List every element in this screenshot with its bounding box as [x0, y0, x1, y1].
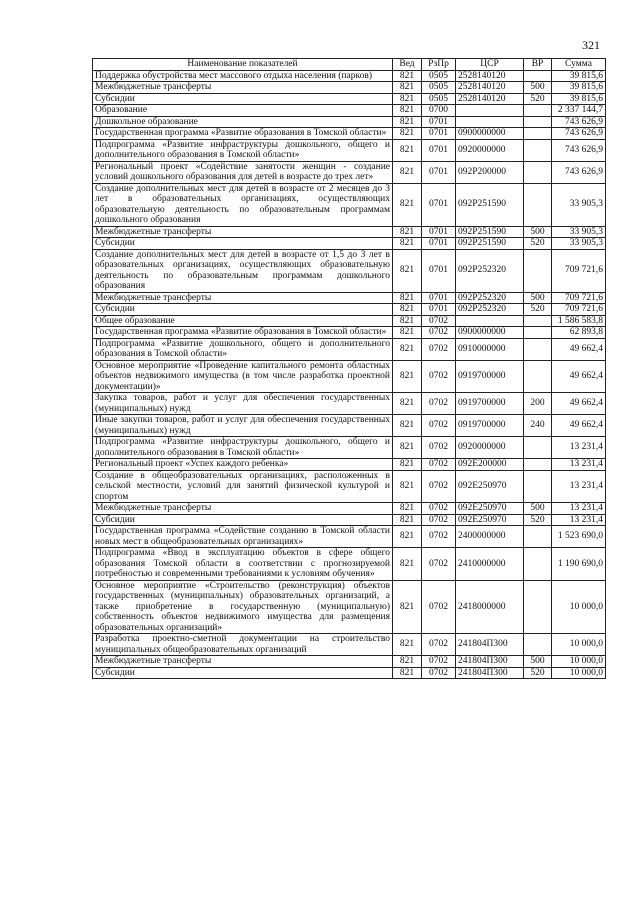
cell-sum: 1 586 583,8: [552, 315, 606, 327]
cell-rzpr: 0702: [422, 327, 456, 339]
cell-name: Субсидии: [93, 304, 393, 316]
cell-name: Закупка товаров, работ и услуг для обеспечения государственных (муниципальных) нужд: [93, 393, 393, 415]
cell-csr: [456, 315, 524, 327]
header-sum: Сумма: [552, 59, 606, 71]
cell-csr: 2528140120: [456, 93, 524, 105]
cell-rzpr: 0702: [422, 634, 456, 656]
cell-sum: 709 721,6: [552, 304, 606, 316]
cell-ved: 821: [393, 634, 422, 656]
cell-ved: 821: [393, 249, 422, 292]
cell-ved: 821: [393, 667, 422, 679]
cell-ved: 821: [393, 437, 422, 459]
table-row: [93, 470, 606, 503]
cell-name: Подпрограмма «Развитие инфраструктуры дошкольного, общего и дополнительного образования в Томской области»: [93, 437, 393, 459]
cell-rzpr: 0702: [422, 548, 456, 581]
cell-sum: 13 231,4: [552, 470, 606, 503]
cell-csr: 0919700000: [456, 415, 524, 437]
cell-vr: 520: [524, 667, 552, 679]
table-row: [93, 315, 606, 327]
header-vr: ВР: [524, 59, 552, 71]
cell-ved: 821: [393, 292, 422, 304]
cell-csr: 0919700000: [456, 360, 524, 393]
cell-ved: 821: [393, 338, 422, 360]
table-header-row: [93, 59, 606, 71]
table-row: [93, 338, 606, 360]
cell-csr: 092P252320: [456, 249, 524, 292]
cell-name: Основное мероприятие «Проведение капитального ремонта областных объектов недвижимого имущества (в том числе разработка проектной документации)»: [93, 360, 393, 393]
cell-sum: 10 000,0: [552, 634, 606, 656]
table-row: [93, 226, 606, 238]
cell-name: Субсидии: [93, 93, 393, 105]
page-number: 321: [582, 38, 600, 52]
cell-name: Государственная программа «Содействие созданию в Томской области новых мест в общеобразовательных организациях»: [93, 526, 393, 548]
cell-rzpr: 0702: [422, 503, 456, 515]
table-row: [93, 437, 606, 459]
cell-name: Создание дополнительных мест для детей в возрасте от 2 месяцев до 3 лет в образовательных организациях, осуществляющих образовательную деятельность по образовательным программам дошкольного образования: [93, 183, 393, 226]
cell-vr: [524, 70, 552, 82]
table-row: [93, 656, 606, 668]
budget-table: [92, 58, 606, 679]
cell-csr: 0900000000: [456, 128, 524, 140]
cell-name: Основное мероприятие «Строительство (реконструкция) объектов государственных (муниципальных) образовательных организаций, а также приобретение в государственную (муниципальную) собственность объектов недвижимого имущества для размещения образовательных организаций»: [93, 580, 393, 634]
cell-ved: 821: [393, 514, 422, 526]
cell-rzpr: 0701: [422, 161, 456, 183]
cell-sum: 709 721,6: [552, 249, 606, 292]
cell-ved: 821: [393, 226, 422, 238]
table-row: [93, 139, 606, 161]
cell-rzpr: 0701: [422, 183, 456, 226]
table-row: [93, 526, 606, 548]
cell-vr: [524, 338, 552, 360]
cell-csr: 092E250970: [456, 514, 524, 526]
cell-sum: 13 231,4: [552, 459, 606, 471]
cell-ved: 821: [393, 82, 422, 94]
cell-vr: 500: [524, 292, 552, 304]
cell-ved: 821: [393, 128, 422, 140]
cell-ved: 821: [393, 93, 422, 105]
table-row: [93, 161, 606, 183]
cell-name: Субсидии: [93, 238, 393, 250]
cell-vr: [524, 183, 552, 226]
cell-name: Межбюджетные трансферты: [93, 82, 393, 94]
table-row: [93, 459, 606, 471]
cell-vr: 240: [524, 415, 552, 437]
cell-rzpr: 0702: [422, 437, 456, 459]
cell-ved: 821: [393, 548, 422, 581]
cell-csr: 241804П300: [456, 656, 524, 668]
cell-vr: [524, 315, 552, 327]
cell-vr: 520: [524, 93, 552, 105]
cell-rzpr: 0702: [422, 315, 456, 327]
table-row: [93, 667, 606, 679]
cell-sum: 13 231,4: [552, 514, 606, 526]
cell-csr: 092E250970: [456, 470, 524, 503]
cell-sum: 13 231,4: [552, 503, 606, 515]
cell-name: Субсидии: [93, 514, 393, 526]
table-row: [93, 70, 606, 82]
cell-sum: 743 626,9: [552, 128, 606, 140]
cell-name: Подпрограмма «Развитие инфраструктуры дошкольного, общего и дополнительного образования в Томской области»: [93, 139, 393, 161]
cell-vr: 200: [524, 393, 552, 415]
cell-sum: 39 815,6: [552, 70, 606, 82]
cell-csr: 0900000000: [456, 327, 524, 339]
table-row: [93, 82, 606, 94]
cell-csr: 092E250970: [456, 503, 524, 515]
table-row: [93, 183, 606, 226]
cell-name: Дошкольное образование: [93, 116, 393, 128]
cell-vr: [524, 437, 552, 459]
cell-csr: 092P251590: [456, 226, 524, 238]
cell-vr: [524, 327, 552, 339]
cell-sum: 33 905,3: [552, 183, 606, 226]
cell-name: Иные закупки товаров, работ и услуг для обеспечения государственных (муниципальных) нужд: [93, 415, 393, 437]
cell-vr: [524, 470, 552, 503]
cell-ved: 821: [393, 183, 422, 226]
cell-sum: 49 662,4: [552, 415, 606, 437]
cell-sum: 13 231,4: [552, 437, 606, 459]
cell-sum: 33 905,3: [552, 226, 606, 238]
cell-vr: [524, 161, 552, 183]
cell-name: Общее образование: [93, 315, 393, 327]
cell-name: Подпрограмма «Ввод в эксплуатацию объектов в сфере общего образования Томской области в соответствии с прогнозируемой потребностью и современными требованиями к условиям обучения»: [93, 548, 393, 581]
cell-ved: 821: [393, 503, 422, 515]
cell-sum: 39 815,6: [552, 93, 606, 105]
cell-rzpr: 0702: [422, 393, 456, 415]
cell-ved: 821: [393, 470, 422, 503]
table-row: [93, 128, 606, 140]
cell-sum: 1 523 690,0: [552, 526, 606, 548]
cell-csr: 2528140120: [456, 70, 524, 82]
cell-vr: 520: [524, 238, 552, 250]
cell-name: Образование: [93, 105, 393, 117]
cell-name: Подпрограмма «Развитие дошкольного, общего и дополнительного образования в Томской области»: [93, 338, 393, 360]
cell-sum: 743 626,9: [552, 161, 606, 183]
table-body: [93, 70, 606, 679]
cell-csr: 092P251590: [456, 183, 524, 226]
cell-rzpr: 0702: [422, 667, 456, 679]
cell-rzpr: 0702: [422, 526, 456, 548]
cell-ved: 821: [393, 70, 422, 82]
cell-name: Межбюджетные трансферты: [93, 656, 393, 668]
cell-name: Межбюджетные трансферты: [93, 226, 393, 238]
cell-sum: 743 626,9: [552, 116, 606, 128]
cell-ved: 821: [393, 315, 422, 327]
cell-rzpr: 0505: [422, 70, 456, 82]
cell-sum: 49 662,4: [552, 338, 606, 360]
cell-vr: 500: [524, 82, 552, 94]
table-row: [93, 93, 606, 105]
cell-ved: 821: [393, 526, 422, 548]
cell-csr: 092E200000: [456, 459, 524, 471]
cell-rzpr: 0702: [422, 360, 456, 393]
cell-csr: 092P252320: [456, 304, 524, 316]
cell-vr: [524, 128, 552, 140]
cell-rzpr: 0701: [422, 304, 456, 316]
cell-ved: 821: [393, 360, 422, 393]
cell-csr: 0920000000: [456, 139, 524, 161]
cell-vr: 500: [524, 656, 552, 668]
cell-ved: 821: [393, 415, 422, 437]
cell-ved: 821: [393, 238, 422, 250]
cell-vr: [524, 105, 552, 117]
cell-sum: 10 000,0: [552, 667, 606, 679]
cell-name: Региональный проект «Содействие занятости женщин - создание условий дошкольного образования для детей в возрасте до трех лет»: [93, 161, 393, 183]
cell-vr: [524, 116, 552, 128]
cell-name: Создание в общеобразовательных организациях, расположенных в сельской местности, условий для занятий физической культурой и спортом: [93, 470, 393, 503]
cell-vr: [524, 580, 552, 634]
cell-csr: 2410000000: [456, 548, 524, 581]
cell-rzpr: 0505: [422, 82, 456, 94]
cell-ved: 821: [393, 105, 422, 117]
cell-vr: 520: [524, 514, 552, 526]
cell-ved: 821: [393, 116, 422, 128]
table-row: [93, 105, 606, 117]
cell-name: Разработка проектно-сметной документации на строительство муниципальных общеобразовательных организаций: [93, 634, 393, 656]
cell-vr: [524, 634, 552, 656]
cell-vr: 500: [524, 226, 552, 238]
cell-name: Создание дополнительных мест для детей в возрасте от 1,5 до 3 лет в образовательных организациях, осуществляющих образовательную деятельность по образовательным программам дошкольного образования: [93, 249, 393, 292]
cell-name: Поддержка обустройства мест массового отдыха населения (парков): [93, 70, 393, 82]
cell-rzpr: 0702: [422, 415, 456, 437]
cell-rzpr: 0700: [422, 105, 456, 117]
cell-name: Межбюджетные трансферты: [93, 503, 393, 515]
cell-ved: 821: [393, 459, 422, 471]
table-row: [93, 580, 606, 634]
cell-rzpr: 0701: [422, 249, 456, 292]
cell-csr: 0919700000: [456, 393, 524, 415]
header-name: Наименование показателей: [93, 59, 393, 71]
cell-csr: 0920000000: [456, 437, 524, 459]
cell-rzpr: 0505: [422, 93, 456, 105]
cell-sum: 10 000,0: [552, 580, 606, 634]
cell-sum: 62 893,8: [552, 327, 606, 339]
table-row: [93, 514, 606, 526]
cell-sum: 49 662,4: [552, 360, 606, 393]
cell-rzpr: 0702: [422, 470, 456, 503]
cell-vr: [524, 249, 552, 292]
cell-csr: 092P251590: [456, 238, 524, 250]
cell-rzpr: 0701: [422, 139, 456, 161]
cell-ved: 821: [393, 327, 422, 339]
cell-sum: 33 905,3: [552, 238, 606, 250]
cell-rzpr: 0701: [422, 238, 456, 250]
cell-vr: [524, 459, 552, 471]
cell-sum: 743 626,9: [552, 139, 606, 161]
cell-ved: 821: [393, 304, 422, 316]
table-row: [93, 360, 606, 393]
cell-vr: [524, 139, 552, 161]
cell-vr: [524, 548, 552, 581]
cell-ved: 821: [393, 580, 422, 634]
table-row: [93, 327, 606, 339]
table-row: [93, 503, 606, 515]
cell-csr: 2528140120: [456, 82, 524, 94]
table-row: [93, 548, 606, 581]
cell-vr: [524, 360, 552, 393]
cell-csr: [456, 105, 524, 117]
cell-vr: 500: [524, 503, 552, 515]
table-row: [93, 249, 606, 292]
cell-ved: 821: [393, 656, 422, 668]
header-csr: ЦСР: [456, 59, 524, 71]
cell-vr: 520: [524, 304, 552, 316]
table-row: [93, 634, 606, 656]
header-ved: Вед: [393, 59, 422, 71]
cell-csr: 241804П300: [456, 634, 524, 656]
cell-sum: 2 337 144,7: [552, 105, 606, 117]
cell-name: Субсидии: [93, 667, 393, 679]
table-row: [93, 393, 606, 415]
cell-csr: 2400000000: [456, 526, 524, 548]
cell-rzpr: 0702: [422, 459, 456, 471]
cell-sum: 709 721,6: [552, 292, 606, 304]
cell-name: Региональный проект «Успех каждого ребенка»: [93, 459, 393, 471]
cell-sum: 10 000,0: [552, 656, 606, 668]
table-row: [93, 415, 606, 437]
cell-csr: 241804П300: [456, 667, 524, 679]
cell-rzpr: 0701: [422, 128, 456, 140]
cell-ved: 821: [393, 393, 422, 415]
cell-csr: [456, 116, 524, 128]
cell-rzpr: 0702: [422, 580, 456, 634]
cell-name: Межбюджетные трансферты: [93, 292, 393, 304]
cell-name: Государственная программа «Развитие образования в Томской области»: [93, 128, 393, 140]
cell-sum: 49 662,4: [552, 393, 606, 415]
cell-csr: 0910000000: [456, 338, 524, 360]
cell-name: Государственная программа «Развитие образования в Томской области»: [93, 327, 393, 339]
cell-csr: 092P200000: [456, 161, 524, 183]
table-row: [93, 116, 606, 128]
cell-sum: 1 190 690,0: [552, 548, 606, 581]
cell-rzpr: 0702: [422, 338, 456, 360]
cell-rzpr: 0701: [422, 226, 456, 238]
table-row: [93, 304, 606, 316]
table-row: [93, 292, 606, 304]
cell-vr: [524, 526, 552, 548]
header-rzpr: РзПр: [422, 59, 456, 71]
cell-rzpr: 0701: [422, 116, 456, 128]
cell-ved: 821: [393, 161, 422, 183]
cell-rzpr: 0701: [422, 292, 456, 304]
cell-csr: 092P252320: [456, 292, 524, 304]
cell-ved: 821: [393, 139, 422, 161]
table-row: [93, 238, 606, 250]
cell-rzpr: 0702: [422, 514, 456, 526]
cell-rzpr: 0702: [422, 656, 456, 668]
cell-sum: 39 815,6: [552, 82, 606, 94]
cell-csr: 2418000000: [456, 580, 524, 634]
